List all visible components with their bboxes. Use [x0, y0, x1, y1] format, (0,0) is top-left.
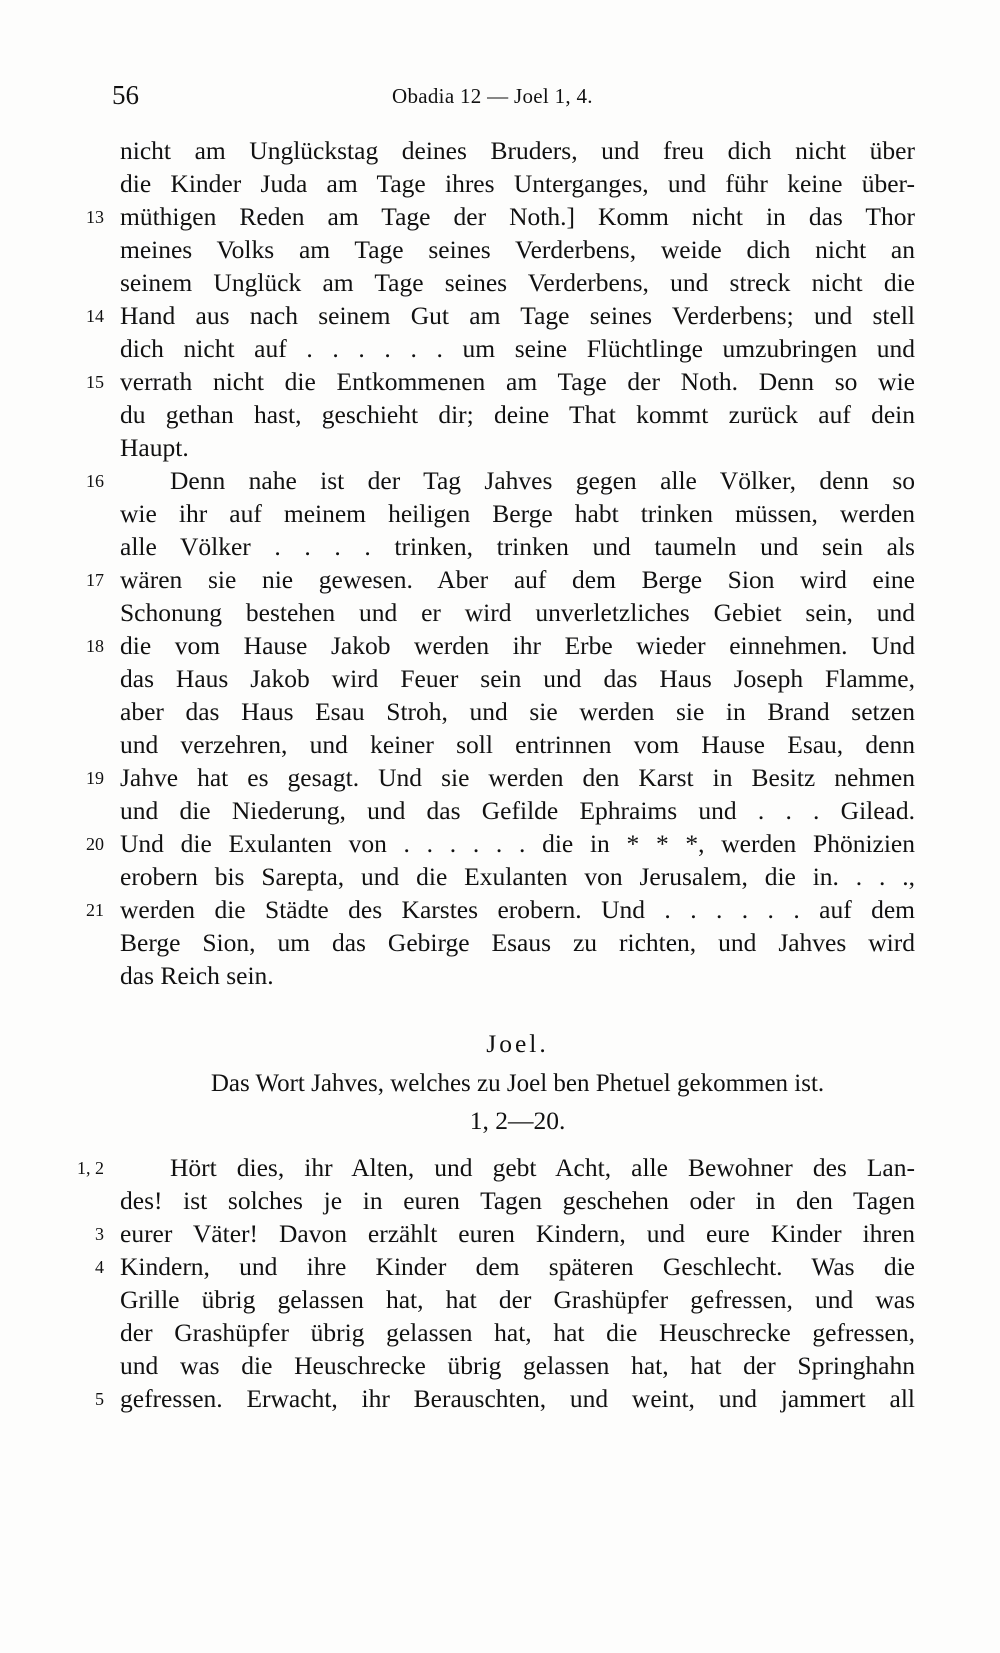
text-line: seinem Unglück am Tage seines Verderbens, und streck nicht die: [120, 268, 915, 297]
verse-number: 1, 2: [77, 1158, 104, 1178]
text-line: Haupt.: [120, 433, 189, 462]
text-line: Denn nahe ist der Tag Jahves gegen alle Völker, denn so: [170, 466, 915, 495]
text-line: müthigen Reden am Tage der Noth.] Komm nicht in das Thor: [120, 202, 915, 231]
verse-number: 21: [86, 900, 104, 920]
page-number: 56: [112, 80, 139, 110]
verse-number: 19: [86, 768, 104, 788]
text-line: Hand aus nach seinem Gut am Tage seines Verderbens; und stell: [120, 301, 915, 330]
text-line: Jahve hat es gesagt. Und sie werden den Karst in Besitz nehmen: [120, 763, 915, 792]
text-line: gefressen. Erwacht, ihr Berauschten, und weint, und jammert all: [120, 1384, 915, 1413]
text-line: erobern bis Sarepta, und die Exulanten von Jerusalem, die in. . . .,: [120, 862, 915, 891]
text-line: wie ihr auf meinem heiligen Berge habt trinken müssen, werden: [120, 499, 915, 528]
text-line: der Grashüpfer übrig gelassen hat, hat die Heuschrecke gefressen,: [120, 1318, 915, 1347]
text-line: eurer Väter! Davon erzählt euren Kindern, und eure Kinder ihren: [120, 1219, 915, 1248]
text-line: das Haus Jakob wird Feuer sein und das Haus Joseph Flamme,: [120, 664, 915, 693]
text-line: du gethan hast, geschieht dir; deine That kommt zurück auf dein: [120, 400, 915, 429]
text-line: wären sie nie gewesen. Aber auf dem Berge Sion wird eine: [120, 565, 915, 594]
text-line: Und die Exulanten von . . . . . . die in * * *, werden Phönizien: [120, 829, 915, 858]
running-head: Obadia 12 — Joel 1, 4.: [392, 84, 593, 108]
chapter-range: 1, 2—20.: [469, 1106, 566, 1135]
verse-number: 13: [86, 207, 104, 227]
text-line: Kindern, und ihre Kinder dem späteren Geschlecht. Was die: [120, 1252, 915, 1281]
text-line: und verzehren, und keiner soll entrinnen vom Hause Esau, denn: [120, 730, 915, 759]
text-line: Hört dies, ihr Alten, und gebt Acht, alle Bewohner des Lan-: [170, 1153, 915, 1182]
verse-number: 4: [95, 1257, 104, 1277]
verse-number: 5: [95, 1389, 104, 1409]
text-line: meines Volks am Tage seines Verderbens, weide dich nicht an: [120, 235, 915, 264]
text-line: dich nicht auf . . . . . . um seine Flüchtlinge umzubringen und: [120, 334, 915, 363]
text-line: Grille übrig gelassen hat, hat der Grashüpfer gefressen, und was: [120, 1285, 915, 1314]
verse-number: 14: [86, 306, 104, 326]
verse-number: 17: [86, 570, 104, 590]
text-line: werden die Städte des Karstes erobern. Und . . . . . . auf dem: [120, 895, 915, 924]
section-subtitle: Das Wort Jahves, welches zu Joel ben Phetuel gekommen ist.: [210, 1070, 825, 1097]
verse-number: 20: [86, 834, 104, 854]
text-line: aber das Haus Esau Stroh, und sie werden sie in Brand setzen: [120, 697, 915, 726]
text-line: alle Völker . . . . trinken, trinken und taumeln und sein als: [120, 532, 915, 561]
verse-number: 16: [86, 471, 104, 491]
text-line: die Kinder Juda am Tage ihres Unterganges, und führ keine über-: [120, 169, 915, 198]
section-title: Joel.: [486, 1029, 549, 1058]
text-line: und was die Heuschrecke übrig gelassen hat, hat der Springhahn: [120, 1351, 915, 1380]
verse-number: 18: [86, 636, 104, 656]
text-line: Schonung bestehen und er wird unverletzliches Gebiet sein, und: [120, 598, 915, 627]
verse-number: 15: [86, 372, 104, 392]
text-line: verrath nicht die Entkommenen am Tage der Noth. Denn so wie: [120, 367, 915, 396]
page-header: [112, 80, 912, 120]
text-line: und die Niederung, und das Gefilde Ephraims und . . . Gilead.: [120, 796, 915, 825]
text-line: die vom Hause Jakob werden ihr Erbe wieder einnehmen. Und: [120, 631, 915, 660]
text-line: des! ist solches je in euren Tagen geschehen oder in den Tagen: [120, 1186, 915, 1215]
verse-number: 3: [95, 1224, 104, 1244]
text-line: nicht am Unglückstag deines Bruders, und freu dich nicht über: [120, 136, 915, 165]
text-line: Berge Sion, um das Gebirge Esaus zu richten, und Jahves wird: [120, 928, 915, 957]
text-line: das Reich sein.: [120, 961, 274, 990]
